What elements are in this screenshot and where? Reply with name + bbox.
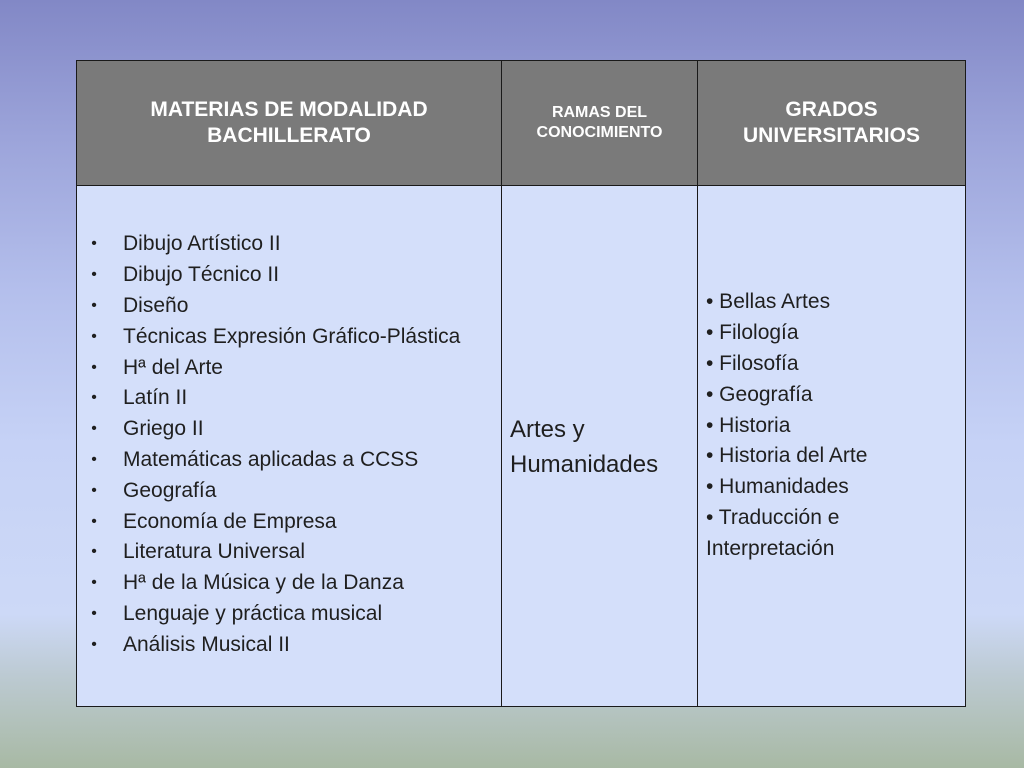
materia-item bbox=[77, 353, 501, 384]
bullet-icon: • bbox=[91, 420, 97, 438]
materia-item bbox=[77, 445, 501, 476]
content-row bbox=[77, 186, 966, 707]
bullet-icon: • bbox=[91, 543, 97, 561]
materia-label: Lenguaje y práctica musical bbox=[123, 601, 383, 625]
grado-item: • Filosofía bbox=[706, 352, 799, 375]
bullet-icon: • bbox=[91, 358, 97, 376]
materia-item bbox=[77, 229, 501, 260]
grado-item: • Traducción e Interpretación bbox=[706, 505, 840, 560]
materia-label: Dibujo Técnico II bbox=[123, 263, 280, 287]
subjects-table bbox=[76, 60, 966, 707]
materia-item bbox=[77, 383, 501, 414]
materia-label: Geografía bbox=[123, 478, 217, 502]
materia-item bbox=[77, 322, 501, 353]
bullet-icon: • bbox=[91, 235, 97, 253]
materia-label: Técnicas Expresión Gráfico-Plástica bbox=[123, 324, 461, 348]
header-row bbox=[77, 61, 966, 186]
materia-item bbox=[77, 260, 501, 291]
bullet-icon: • bbox=[91, 266, 97, 284]
bullet-icon: • bbox=[91, 327, 97, 345]
header-ramas: RAMAS DEL CONOCIMIENTO bbox=[502, 61, 698, 186]
header-grados: GRADOS UNIVERSITARIOS bbox=[698, 61, 966, 186]
grado-item: • Filología bbox=[706, 321, 799, 345]
grado-item: • Humanidades bbox=[706, 475, 849, 499]
bullet-icon: • bbox=[91, 389, 97, 407]
grado-item: • Geografía bbox=[706, 382, 813, 406]
bullet-icon: • bbox=[91, 635, 97, 653]
materia-label: Matemáticas aplicadas a CCSS bbox=[123, 448, 419, 471]
materia-label: Hª de la Música y de la Danza bbox=[123, 571, 404, 595]
materia-item bbox=[77, 414, 501, 445]
rama-label: Artes y Humanidades bbox=[510, 416, 659, 478]
bullet-icon: • bbox=[91, 512, 97, 530]
header-materias: MATERIAS DE MODALIDAD BACHILLERATO bbox=[77, 61, 502, 186]
materia-item bbox=[77, 568, 501, 599]
materia-item bbox=[77, 537, 501, 568]
materia-item bbox=[77, 630, 501, 661]
rama-cell bbox=[502, 186, 698, 707]
grado-item: • Bellas Artes bbox=[706, 290, 831, 314]
materia-item bbox=[77, 599, 501, 630]
bullet-icon: • bbox=[91, 451, 97, 468]
materias-cell bbox=[77, 186, 502, 707]
bullet-icon: • bbox=[91, 574, 97, 592]
materia-item bbox=[77, 291, 501, 322]
materia-item bbox=[77, 507, 501, 538]
grado-item: • Historia bbox=[706, 413, 791, 437]
materia-label: Diseño bbox=[123, 294, 189, 318]
materias-list bbox=[77, 195, 501, 696]
materia-label: Análisis Musical II bbox=[123, 632, 290, 656]
materia-label: Dibujo Artístico II bbox=[123, 232, 281, 256]
bullet-icon: • bbox=[91, 481, 97, 499]
materia-item bbox=[77, 476, 501, 507]
materia-label: Hª del Arte bbox=[123, 355, 223, 379]
materia-label: Latín II bbox=[123, 386, 188, 410]
materia-label: Griego II bbox=[123, 417, 204, 441]
grados-list bbox=[698, 287, 965, 564]
materia-label: Economía de Empresa bbox=[123, 509, 337, 533]
bullet-icon: • bbox=[91, 604, 97, 622]
grado-item: • Historia del Arte bbox=[706, 444, 868, 468]
grados-cell bbox=[698, 186, 966, 707]
bullet-icon: • bbox=[91, 297, 97, 315]
materia-label: Literatura Universal bbox=[123, 540, 306, 564]
